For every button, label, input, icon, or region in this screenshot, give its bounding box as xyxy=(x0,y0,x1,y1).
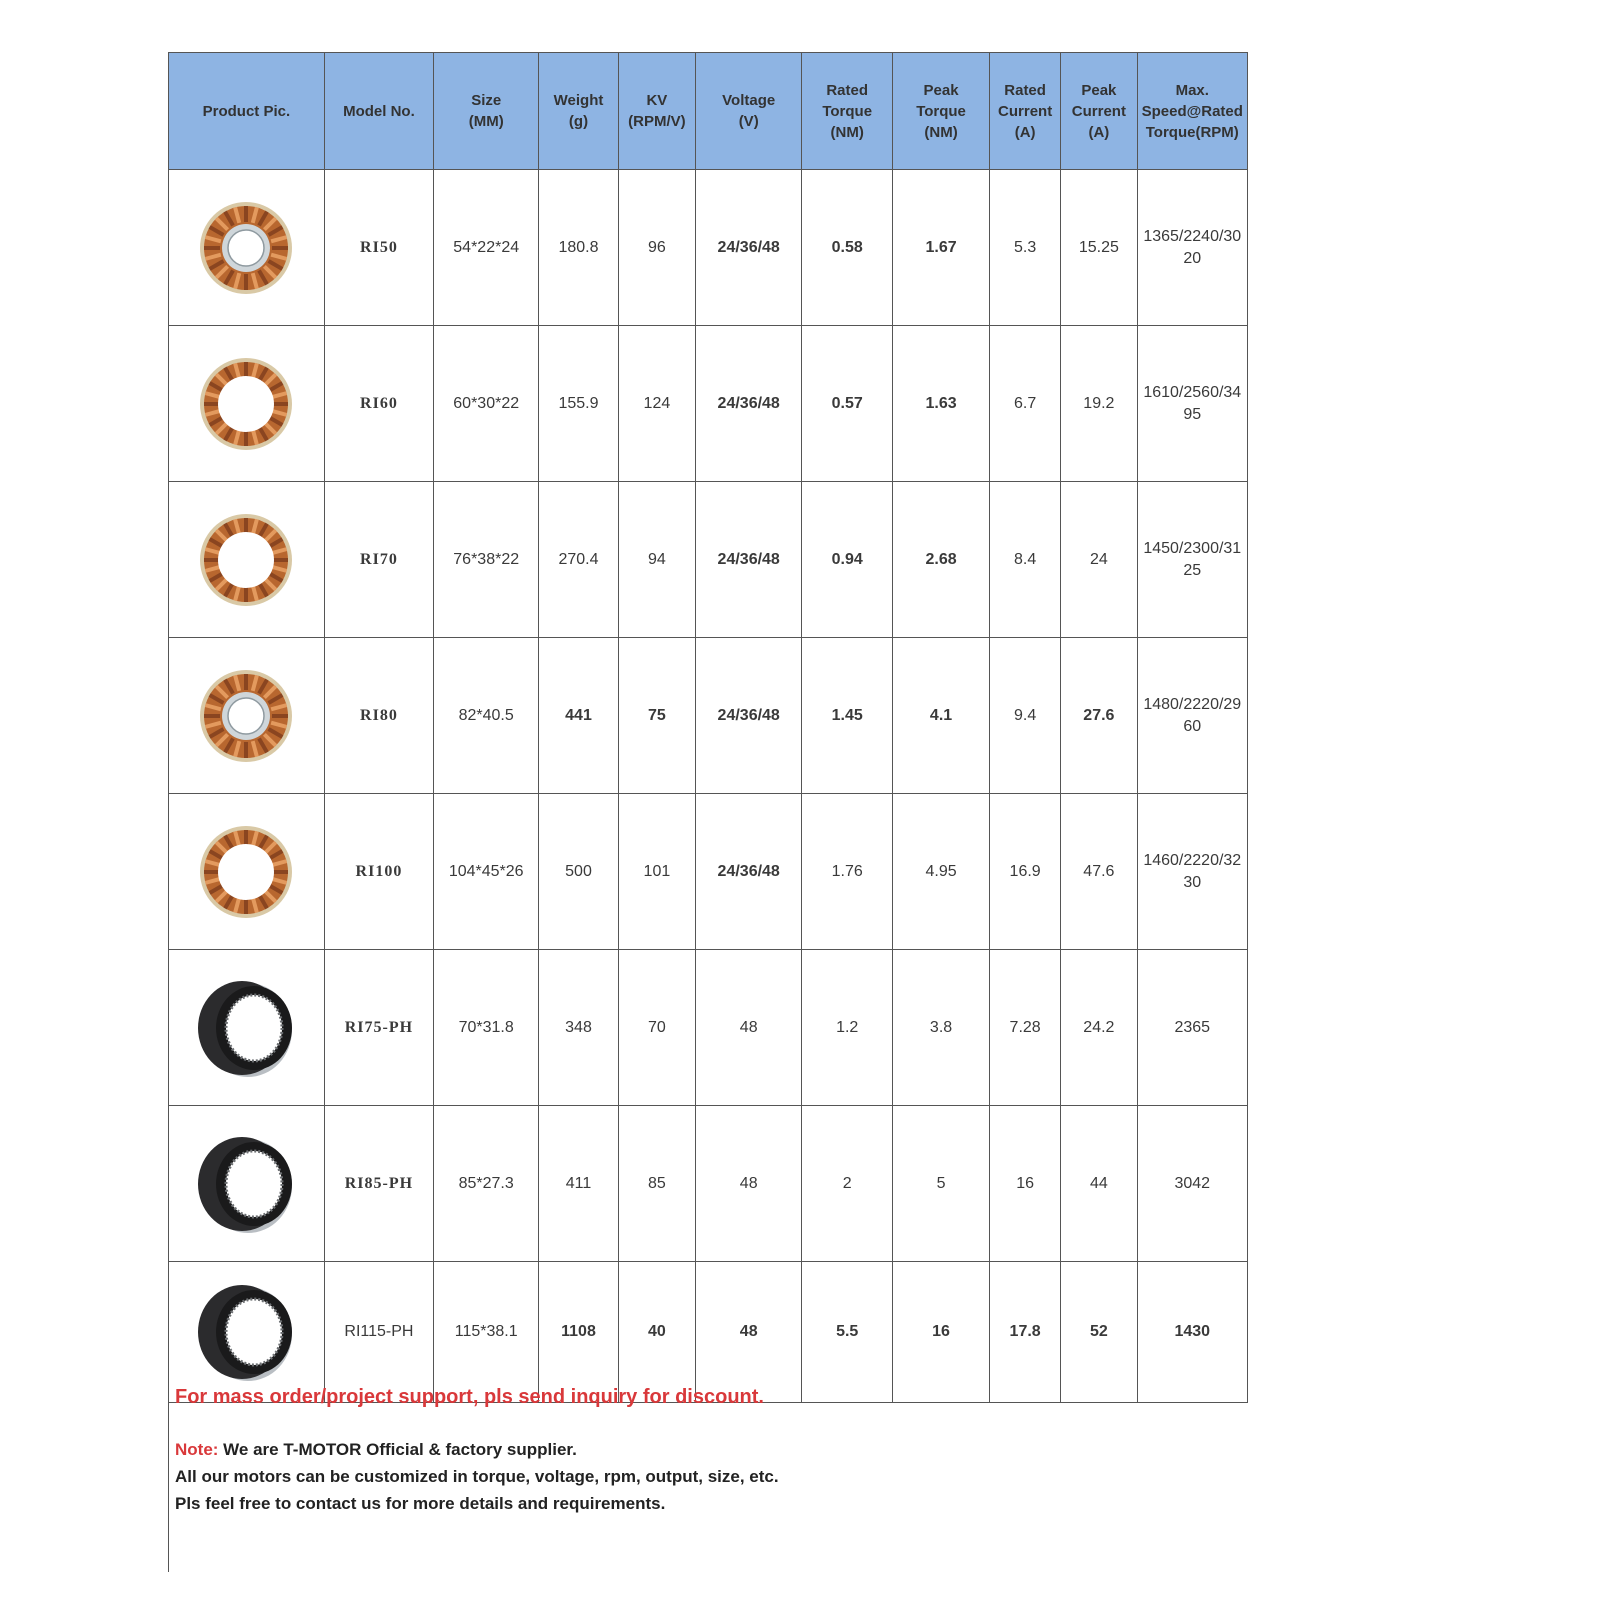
header-kv: KV (RPM/V) xyxy=(618,53,695,170)
kv-cell: 85 xyxy=(618,1106,695,1262)
table-row xyxy=(169,326,1248,482)
size-cell: 104*45*26 xyxy=(434,794,539,950)
housed-motor-icon xyxy=(196,1282,296,1382)
kv-cell: 94 xyxy=(618,482,695,638)
voltage-cell: 48 xyxy=(696,1262,802,1403)
header-weight: Weight (g) xyxy=(539,53,618,170)
model-cell: RI50 xyxy=(324,170,433,326)
table-row xyxy=(169,638,1248,794)
table-row xyxy=(169,482,1248,638)
rated-torque-cell: 2 xyxy=(802,1106,893,1262)
max-speed-cell: 1460/2220/3230 xyxy=(1137,794,1247,950)
copper-stator-icon xyxy=(196,510,296,610)
max-speed-cell: 3042 xyxy=(1137,1106,1247,1262)
rated-torque-cell: 1.45 xyxy=(802,638,893,794)
kv-cell: 101 xyxy=(618,794,695,950)
model-cell: RI100 xyxy=(324,794,433,950)
rated-torque-cell: 1.2 xyxy=(802,950,893,1106)
peak-torque-cell: 3.8 xyxy=(893,950,990,1106)
rated-torque-cell: 0.58 xyxy=(802,170,893,326)
note-text: We are T-MOTOR Official & factory supplier. xyxy=(218,1440,577,1459)
kv-cell: 75 xyxy=(618,638,695,794)
rated-current-cell: 16 xyxy=(990,1106,1061,1262)
header-model-no: Model No. xyxy=(324,53,433,170)
rated-current-cell: 8.4 xyxy=(990,482,1061,638)
max-speed-cell: 1480/2220/2960 xyxy=(1137,638,1247,794)
table-row xyxy=(169,170,1248,326)
size-cell: 60*30*22 xyxy=(434,326,539,482)
peak-current-cell: 27.6 xyxy=(1061,638,1137,794)
size-cell: 70*31.8 xyxy=(434,950,539,1106)
customization-note: All our motors can be customized in torque, voltage, rpm, output, size, etc. xyxy=(175,1467,779,1486)
peak-current-cell: 24.2 xyxy=(1061,950,1137,1106)
peak-torque-cell: 1.63 xyxy=(893,326,990,482)
weight-cell: 180.8 xyxy=(539,170,618,326)
header-size: Size (MM) xyxy=(434,53,539,170)
rated-torque-cell: 1.76 xyxy=(802,794,893,950)
product-pic-cell xyxy=(169,326,325,482)
contact-note: Pls feel free to contact us for more details and requirements. xyxy=(175,1494,666,1513)
table-row xyxy=(169,794,1248,950)
header-peak-current: Peak Current (A) xyxy=(1061,53,1137,170)
peak-current-cell: 15.25 xyxy=(1061,170,1137,326)
voltage-cell: 24/36/48 xyxy=(696,170,802,326)
max-speed-cell: 2365 xyxy=(1137,950,1247,1106)
rated-torque-cell: 0.57 xyxy=(802,326,893,482)
size-cell: 82*40.5 xyxy=(434,638,539,794)
voltage-cell: 24/36/48 xyxy=(696,638,802,794)
note-label: Note: xyxy=(175,1440,219,1459)
peak-current-cell: 24 xyxy=(1061,482,1137,638)
kv-cell: 96 xyxy=(618,170,695,326)
rated-torque-cell: 5.5 xyxy=(802,1262,893,1403)
header-product-pic: Product Pic. xyxy=(169,53,325,170)
rated-current-cell: 16.9 xyxy=(990,794,1061,950)
rated-torque-cell: 0.94 xyxy=(802,482,893,638)
motor-spec-table xyxy=(168,52,1248,1403)
notes-section xyxy=(168,1372,1249,1572)
header-rated-torque: Rated Torque (NM) xyxy=(802,53,893,170)
weight-cell: 348 xyxy=(539,950,618,1106)
header-voltage: Voltage (V) xyxy=(696,53,802,170)
voltage-cell: 48 xyxy=(696,950,802,1106)
product-pic-cell xyxy=(169,482,325,638)
supplier-note xyxy=(175,1440,577,1460)
header-max-speed: Max. Speed@Rated Torque(RPM) xyxy=(1137,53,1247,170)
copper-stator-icon xyxy=(196,666,296,766)
peak-torque-cell: 1.67 xyxy=(893,170,990,326)
max-speed-cell: 1365/2240/3020 xyxy=(1137,170,1247,326)
model-cell: RI70 xyxy=(324,482,433,638)
product-pic-cell xyxy=(169,950,325,1106)
weight-cell: 411 xyxy=(539,1106,618,1262)
peak-torque-cell: 4.95 xyxy=(893,794,990,950)
product-pic-cell xyxy=(169,170,325,326)
peak-torque-cell: 16 xyxy=(893,1262,990,1403)
weight-cell: 155.9 xyxy=(539,326,618,482)
peak-torque-cell: 5 xyxy=(893,1106,990,1262)
rated-current-cell: 6.7 xyxy=(990,326,1061,482)
table-body xyxy=(169,170,1248,1403)
model-cell: RI75-PH xyxy=(324,950,433,1106)
voltage-cell: 24/36/48 xyxy=(696,326,802,482)
table-row xyxy=(169,1106,1248,1262)
max-speed-cell: 1450/2300/3125 xyxy=(1137,482,1247,638)
kv-cell: 124 xyxy=(618,326,695,482)
peak-current-cell: 52 xyxy=(1061,1262,1137,1403)
size-cell: 76*38*22 xyxy=(434,482,539,638)
header-rated-current: Rated Current (A) xyxy=(990,53,1061,170)
kv-cell: 40 xyxy=(618,1262,695,1403)
rated-current-cell: 17.8 xyxy=(990,1262,1061,1403)
rated-current-cell: 5.3 xyxy=(990,170,1061,326)
peak-current-cell: 47.6 xyxy=(1061,794,1137,950)
size-cell: 85*27.3 xyxy=(434,1106,539,1262)
weight-cell: 441 xyxy=(539,638,618,794)
header-peak-torque: Peak Torque (NM) xyxy=(893,53,990,170)
model-cell: RI115-PH xyxy=(324,1262,433,1403)
product-pic-cell xyxy=(169,794,325,950)
peak-current-cell: 44 xyxy=(1061,1106,1137,1262)
model-cell: RI85-PH xyxy=(324,1106,433,1262)
housed-motor-icon xyxy=(196,978,296,1078)
voltage-cell: 48 xyxy=(696,1106,802,1262)
max-speed-cell: 1610/2560/3495 xyxy=(1137,326,1247,482)
rated-current-cell: 9.4 xyxy=(990,638,1061,794)
table-row xyxy=(169,950,1248,1106)
size-cell: 115*38.1 xyxy=(434,1262,539,1403)
weight-cell: 270.4 xyxy=(539,482,618,638)
model-cell: RI60 xyxy=(324,326,433,482)
mass-order-note: For mass order/project support, pls send inquiry for discount. xyxy=(175,1386,764,1408)
voltage-cell: 24/36/48 xyxy=(696,482,802,638)
max-speed-cell: 1430 xyxy=(1137,1262,1247,1403)
model-cell: RI80 xyxy=(324,638,433,794)
copper-stator-icon xyxy=(196,354,296,454)
header-row xyxy=(169,53,1248,170)
peak-torque-cell: 4.1 xyxy=(893,638,990,794)
product-pic-cell xyxy=(169,1106,325,1262)
peak-current-cell: 19.2 xyxy=(1061,326,1137,482)
peak-torque-cell: 2.68 xyxy=(893,482,990,638)
weight-cell: 1108 xyxy=(539,1262,618,1403)
weight-cell: 500 xyxy=(539,794,618,950)
housed-motor-icon xyxy=(196,1134,296,1234)
product-pic-cell xyxy=(169,638,325,794)
rated-current-cell: 7.28 xyxy=(990,950,1061,1106)
voltage-cell: 24/36/48 xyxy=(696,794,802,950)
copper-stator-icon xyxy=(196,198,296,298)
size-cell: 54*22*24 xyxy=(434,170,539,326)
kv-cell: 70 xyxy=(618,950,695,1106)
copper-stator-icon xyxy=(196,822,296,922)
